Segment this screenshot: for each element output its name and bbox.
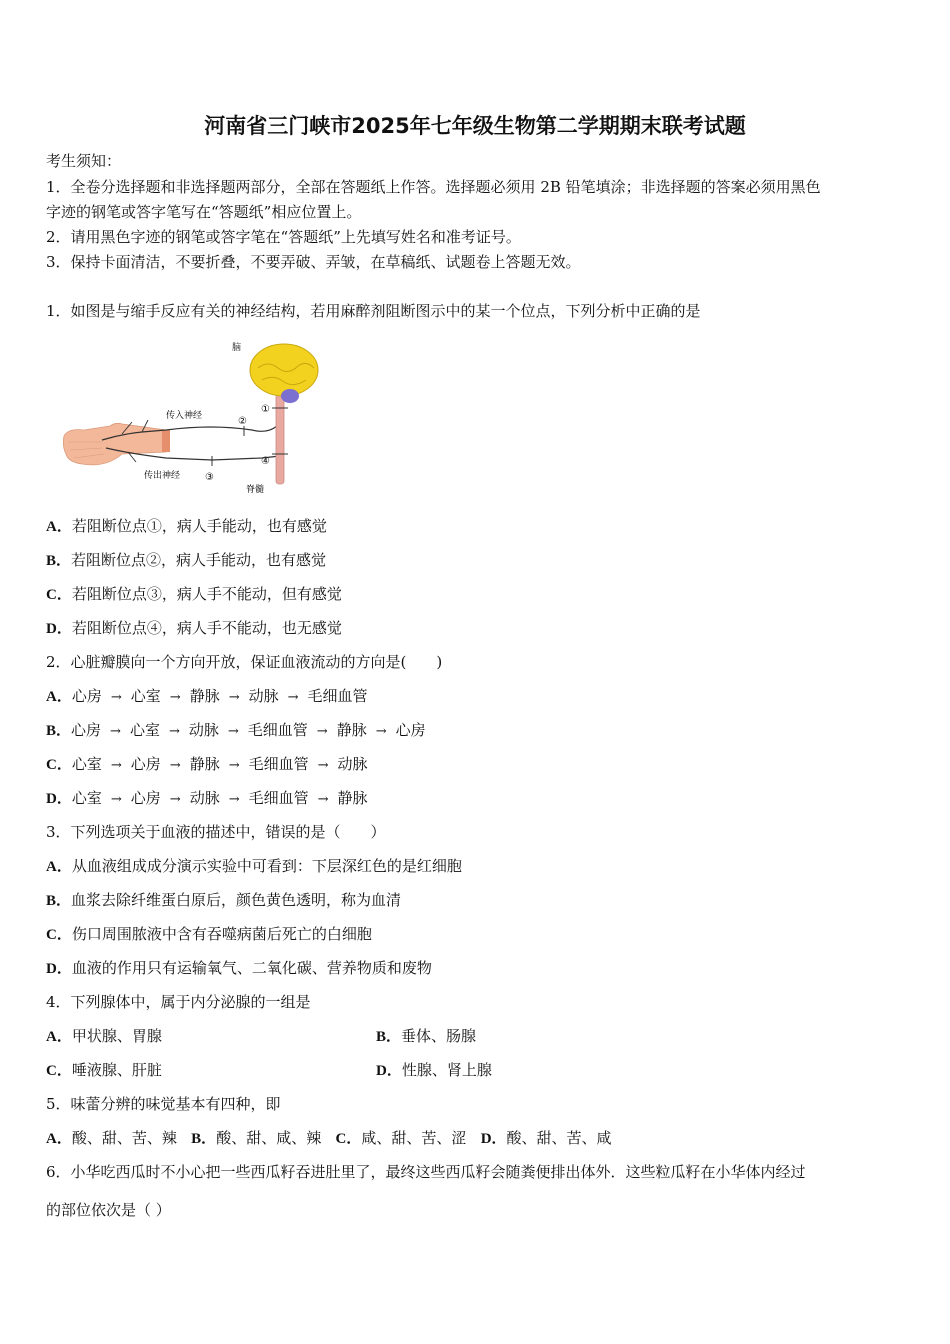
chain-item: 毛细血管 (307, 687, 368, 705)
chain-item: 心房 (130, 755, 161, 773)
q3-option-b: B．血浆去除纤维蛋白原后，颜色黄色透明，称为血清 (46, 891, 402, 909)
q5-option-d: 酸、甜、苦、咸 (506, 1129, 612, 1147)
arrow-icon: → (110, 724, 121, 739)
q4-option-a: A．甲状腺、胃腺 (46, 1027, 162, 1045)
chain-item: 毛细血管 (248, 755, 309, 773)
reflex-arc-figure (62, 338, 332, 496)
notice-line-2: 字迹的钢笔或答字笔写在“答题纸”相应位置上。 (46, 203, 362, 221)
q2-option-chain (72, 755, 368, 773)
chain-item: 毛细血管 (247, 721, 308, 739)
q3-option-a: A．从血液组成成分演示实验中可看到：下层深红色的是红细胞 (46, 857, 462, 875)
q4-option-c: C．唾液腺、肝脏 (46, 1061, 162, 1079)
chain-item: 心室 (130, 687, 161, 705)
q2-option-c: C．心室 → 心房 → 静脉 → 毛细血管 → 动脉 (46, 754, 368, 776)
q5-options (46, 1128, 612, 1149)
q2-option-chain (72, 687, 368, 705)
notice-line-4: 3．保持卡面清洁，不要折叠，不要弄破、弄皱，在草稿纸、试题卷上答题无效。 (46, 253, 581, 271)
q4-stem: 4．下列腺体中，属于内分泌腺的一组是 (46, 993, 311, 1011)
label-point-1: ① (261, 404, 270, 415)
q2-option-chain (72, 789, 368, 807)
arrow-icon: → (375, 724, 387, 739)
chain-item: 心房 (71, 721, 102, 739)
label-point-3: ③ (205, 472, 214, 483)
q5-option-a-label: A． (46, 1131, 72, 1147)
chain-item: 心房 (130, 789, 161, 807)
q2-stem: 2．心脏瓣膜向一个方向开放，保证血液流动的方向是( ) (46, 653, 443, 671)
arrow-icon: → (110, 758, 122, 773)
label-point-2: ② (238, 416, 247, 427)
q2-option-b: B．心房 → 心室 → 动脉 → 毛细血管 → 静脉 → 心房 (46, 720, 426, 742)
chain-item: 心房 (395, 721, 426, 739)
brain (250, 344, 318, 396)
chain-item: 毛细血管 (248, 789, 309, 807)
q2-option-a: A．心房 → 心室 → 静脉 → 动脉 → 毛细血管 (46, 686, 368, 708)
chain-item: 动脉 (248, 687, 279, 705)
q5-option-b-label: B． (191, 1131, 217, 1147)
notice-heading: 考生须知： (46, 152, 122, 170)
arrow-icon: → (228, 792, 240, 807)
q5-option-a: 酸、甜、苦、辣 (71, 1129, 177, 1147)
chain-item: 动脉 (337, 755, 368, 773)
q4-option-b: B．垂体、肠腺 (376, 1027, 477, 1045)
arrow-icon: → (228, 690, 240, 705)
chain-item: 静脉 (189, 755, 220, 773)
hand-shape (63, 423, 166, 465)
chain-item: 动脉 (189, 789, 220, 807)
q3-stem: 3．下列选项关于血液的描述中，错误的是（ ） (46, 823, 386, 841)
chain-item: 心室 (71, 789, 102, 807)
chain-item: 心室 (71, 755, 102, 773)
q1-option-a: A．若阻断位点①，病人手能动，也有感觉 (46, 517, 327, 535)
chain-item: 心房 (71, 687, 102, 705)
arrow-icon: → (169, 792, 181, 807)
arrow-icon: → (169, 758, 181, 773)
label-spinal: 脊髓 (246, 485, 265, 495)
chain-item: 心室 (129, 721, 160, 739)
q1-option-c: C．若阻断位点③，病人手不能动，但有感觉 (46, 585, 342, 603)
arrow-icon: → (228, 758, 240, 773)
q6-stem-line-2: 的部位依次是（ ） (46, 1201, 171, 1219)
label-brain: 脑 (232, 343, 242, 353)
arrow-icon: → (317, 758, 329, 773)
arrow-icon: → (287, 690, 299, 705)
q5-option-b: 酸、甜、咸、辣 (216, 1129, 322, 1147)
arrow-icon: → (316, 724, 328, 739)
q5-option-d-label: D． (480, 1131, 507, 1147)
q4-option-d: D．性腺、肾上腺 (376, 1061, 492, 1079)
page-title: 河南省三门峡市2025年七年级生物第二学期期末联考试题 (204, 114, 746, 138)
arrow-icon: → (110, 690, 122, 705)
q6-stem-line-1: 6．小华吃西瓜时不小心把一些西瓜籽吞进肚里了，最终这些西瓜籽会随粪便排出体外．这些粒瓜籽在小华体内经过 (46, 1163, 806, 1181)
q2-option-chain (71, 721, 426, 739)
q1-stem: 1．如图是与缩手反应有关的神经结构，若用麻醉剂阻断图示中的某一个位点，下列分析中正确的是 (46, 302, 701, 320)
chain-item: 静脉 (336, 721, 367, 739)
q5-stem: 5．味蕾分辨的味觉基本有四种，即 (46, 1095, 281, 1113)
q1-option-b: B．若阻断位点②，病人手能动，也有感觉 (46, 551, 327, 569)
notice-line-1: 1．全卷分选择题和非选择题两部分，全部在答题纸上作答。选择题必须用 2B 铅笔填涂；非选择题的答案必须用黑色 (46, 178, 821, 196)
arrow-icon: → (168, 724, 180, 739)
label-point-4: ④ (261, 456, 270, 467)
q3-option-c: C．伤口周围脓液中含有吞噬病菌后死亡的白细胞 (46, 925, 372, 943)
q5-option-c-label: C． (335, 1131, 362, 1147)
brainstem (281, 389, 299, 403)
notice-line-3: 2．请用黑色字迹的钢笔或答字笔在“答题纸”上先填写姓名和准考证号。 (46, 228, 521, 246)
chain-item: 动脉 (188, 721, 219, 739)
q5-option-c: 咸、甜、苦、涩 (361, 1129, 467, 1147)
arrow-icon: → (169, 690, 181, 705)
chain-item: 静脉 (337, 789, 368, 807)
chain-item: 静脉 (189, 687, 220, 705)
forearm-sleeve (162, 430, 170, 452)
arrow-icon: → (227, 724, 239, 739)
arrow-icon: → (110, 792, 122, 807)
label-efferent: 传出神经 (144, 471, 181, 481)
q1-option-d: D．若阻断位点④，病人手不能动，也无感觉 (46, 619, 342, 637)
label-afferent: 传入神经 (166, 411, 203, 421)
arrow-icon: → (317, 792, 329, 807)
q2-option-d: D．心室 → 心房 → 动脉 → 毛细血管 → 静脉 (46, 788, 368, 810)
q3-option-d: D．血液的作用只有运输氧气、二氧化碳、营养物质和废物 (46, 959, 432, 977)
